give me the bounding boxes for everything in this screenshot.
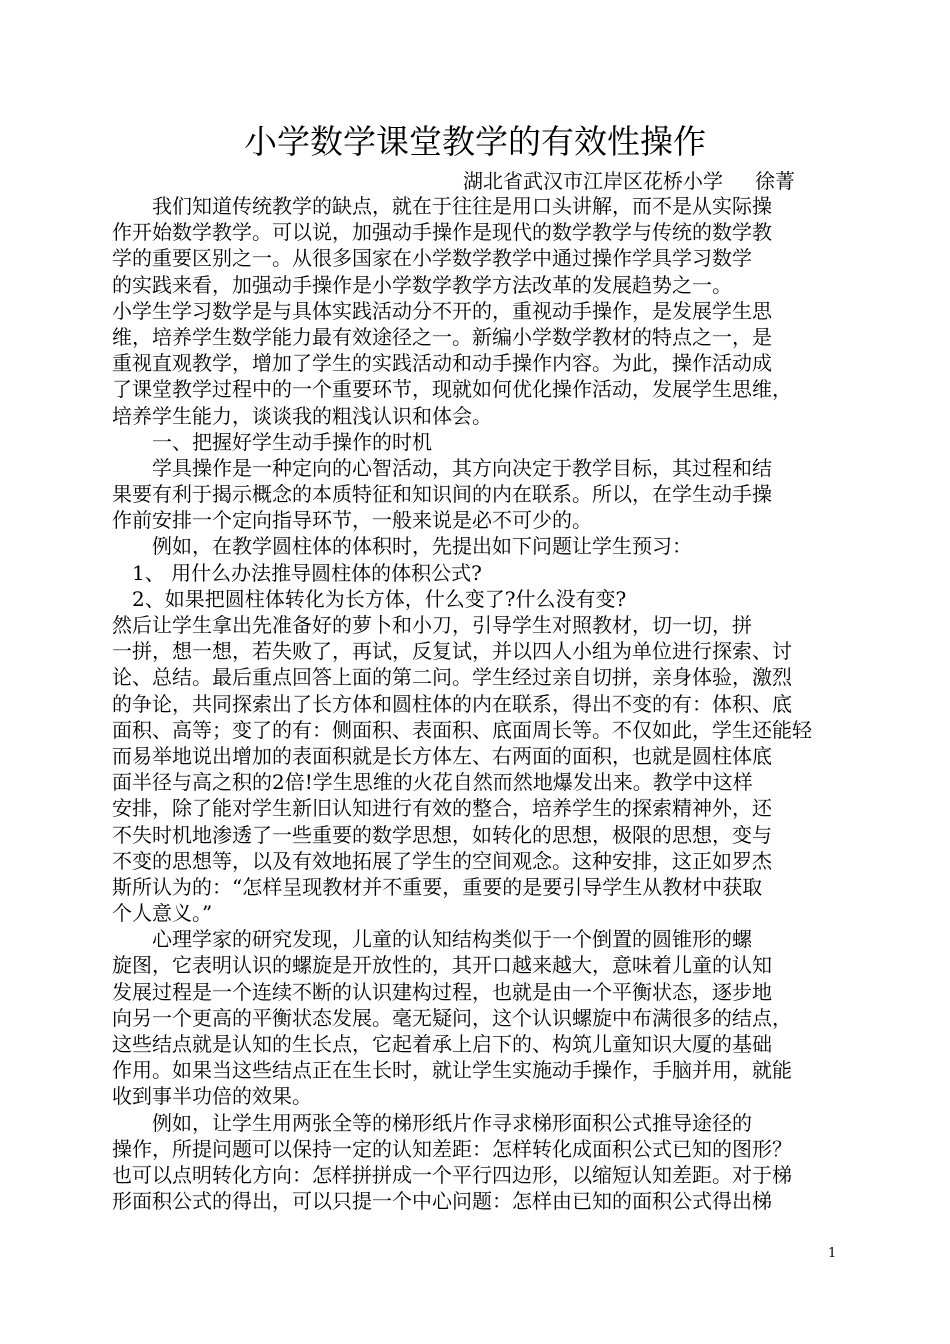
text-line: 斯所认为的：“怎样呈现教材并不重要，重要的是要引导学生从教材中获取 (112, 874, 763, 899)
text-line: 然后让学生拿出先准备好的萝卜和小刀，引导学生对照教材，切一切，拼 (112, 613, 752, 637)
text-line: 旋图，它表明认识的螺旋是开放性的，其开口越来越大，意味着儿童的认知 (112, 953, 772, 978)
text-line: 例如，在教学圆柱体的体积时，先提出如下问题让学生预习： (112, 534, 692, 559)
text-line: 个人意义。” (112, 901, 213, 926)
text-line: 操作，所提问题可以保持一定的认知差距：怎样转化成面积公式已知的图形？ (112, 1136, 792, 1161)
text-line: 安排，除了能对学生新旧认知进行有效的整合，培养学生的探索精神外，还 (112, 796, 772, 821)
text-line: 而易举地说出增加的表面积就是长方体左、右两面的面积，也就是圆柱体底 (112, 743, 772, 768)
text-line: 也可以点明转化方向：怎样拼拼成一个平行四边形，以缩短认知差距。对于梯 (112, 1162, 792, 1187)
text-line: 学具操作是一种定向的心智活动，其方向决定于教学目标，其过程和结 (112, 455, 772, 480)
text-line: 心理学家的研究发现，儿童的认知结构类似于一个倒置的圆锥形的螺 (112, 927, 752, 952)
document-title: 小学数学课堂教学的有效性操作 (244, 122, 706, 161)
text-line: 维，培养学生数学能力最有效途径之一。新编小学数学教材的特点之一，是 (112, 324, 772, 349)
text-line: 1、 用什么办法推导圆柱体的体积公式? (112, 560, 482, 585)
text-line: 学的重要区别之一。从很多国家在小学数学教学中通过操作学具学习数学 (112, 246, 752, 271)
text-line: 收到事半功倍的效果。 (112, 1084, 312, 1109)
text-line: 一、把握好学生动手操作的时机 (112, 429, 432, 454)
text-line: 这些结点就是认知的生长点，它起着承上启下的、构筑儿童知识大厦的基础 (112, 1032, 772, 1056)
text-line: 了课堂教学过程中的一个重要环节，现就如何优化操作活动，发展学生思维， (112, 377, 792, 402)
text-line: 不变的思想等，以及有效地拓展了学生的空间观念。这种安排，这正如罗杰 (112, 848, 772, 873)
text-line: 小学生学习数学是与具体实践活动分不开的，重视动手操作，是发展学生思 (112, 298, 772, 323)
page-number: 1 (828, 1246, 837, 1261)
author-line (463, 168, 795, 195)
text-line: 果要有利于揭示概念的本质特征和知识间的内在联系。所以，在学生动手操 (112, 482, 772, 507)
document-body (112, 193, 850, 1214)
text-line: 作开始数学教学。可以说，加强动手操作是现代的数学教学与传统的数学教 (112, 220, 772, 245)
text-line: 的争论，共同探索出了长方体和圆柱体的内在联系，得出不变的有：体积、底 (112, 691, 792, 716)
text-line: 不失时机地渗透了一些重要的数学思想，如转化的思想，极限的思想，变与 (112, 822, 772, 847)
text-line: 作前安排一个定向指导环节，一般来说是必不可少的。 (112, 508, 592, 533)
text-line: 例如，让学生用两张全等的梯形纸片作寻求梯形面积公式推导途径的 (112, 1110, 752, 1135)
text-line: 作用。如果当这些结点正在生长时，就让学生实施动手操作，手脑并用，就能 (112, 1058, 792, 1083)
author-affiliation: 湖北省武汉市江岸区花桥小学 (463, 169, 723, 193)
text-line: 论、总结。最后重点回答上面的第二问。学生经过亲自切拼，亲身体验，激烈 (112, 665, 792, 690)
author-name: 徐菁 (755, 169, 795, 193)
text-line: 的实践来看，加强动手操作是小学数学教学方法改革的发展趋势之一。 (112, 272, 732, 297)
text-line: 我们知道传统教学的缺点，就在于往往是用口头讲解，而不是从实际操 (112, 194, 772, 218)
text-line: 面积、高等；变了的有：侧面积、表面积、底面周长等。不仅如此，学生还能轻 (112, 717, 812, 742)
text-line: 重视直观教学，增加了学生的实践活动和动手操作内容。为此，操作活动成 (112, 351, 772, 376)
text-line: 发展过程是一个连续不断的认识建构过程，也就是由一个平衡状态，逐步地 (112, 979, 772, 1004)
text-line: 面半径与高之积的2倍!学生思维的火花自然而然地爆发出来。教学中这样 (112, 770, 753, 795)
text-line: 向另一个更高的平衡状态发展。毫无疑问，这个认识螺旋中布满很多的结点， (112, 1005, 792, 1030)
text-line: 一拼，想一想，若失败了，再试，反复试，并以四人小组为单位进行探索、讨 (112, 639, 792, 664)
text-line: 形面积公式的得出，可以只提一个中心问题：怎样由已知的面积公式得出梯 (112, 1189, 772, 1214)
text-line: 培养学生能力，谈谈我的粗浅认识和体会。 (112, 403, 492, 428)
text-line: 2、如果把圆柱体转化为长方体，什么变了?什么没有变? (112, 586, 627, 611)
